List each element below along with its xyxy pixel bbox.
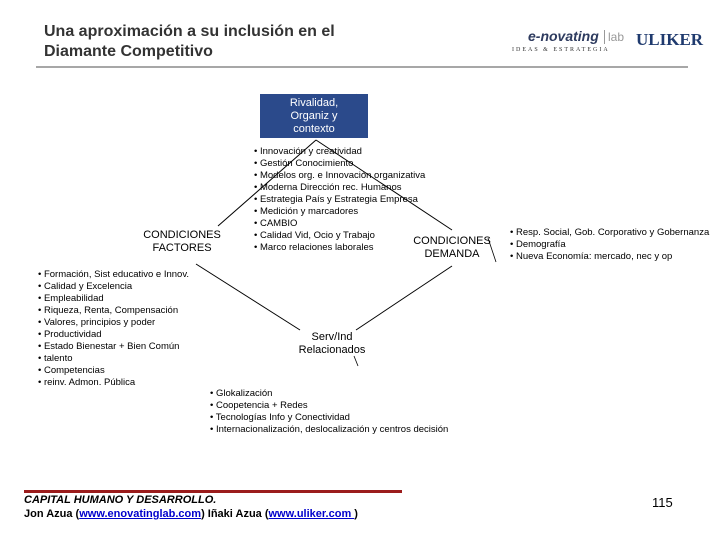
list-item: • Formación, Sist educativo e Innov. xyxy=(38,269,238,281)
title-line-1: Una aproximación a su inclusión en el xyxy=(44,23,335,40)
list-item: • Resp. Social, Gob. Corporativo y Gobernanza xyxy=(510,227,710,239)
node-rivalidad xyxy=(260,94,368,138)
list-factores xyxy=(38,269,238,389)
list-item: • Empleabilidad xyxy=(38,293,238,305)
list-item: • Medición y marcadores xyxy=(254,206,432,218)
list-item: • Calidad y Excelencia xyxy=(38,281,238,293)
node-rivalidad-line2: Organiz y xyxy=(290,110,338,122)
footer-credit-part: Jon Azua ( xyxy=(24,508,80,520)
list-item: • Internacionalización, deslocalización y centros decisión xyxy=(210,424,490,436)
footer-title: CAPITAL HUMANO Y DESARROLLO. xyxy=(24,494,217,506)
enovating-logo-subtitle: IDEAS & ESTRATEGIA xyxy=(512,47,610,53)
footer-credit-part: ) Iñaki Azua ( xyxy=(201,508,269,520)
list-demanda xyxy=(510,227,710,263)
list-item: • Innovación y creatividad xyxy=(254,146,432,158)
list-rivalidad xyxy=(254,146,432,254)
list-item: • Glokalización xyxy=(210,388,490,400)
enovating-logo-text: e-novating xyxy=(528,28,599,44)
list-serv xyxy=(210,388,490,436)
footer-divider xyxy=(24,490,402,493)
title-line-2: Diamante Competitivo xyxy=(44,43,213,60)
list-item: • Estrategia País y Estrategia Empresa xyxy=(254,194,432,206)
node-condiciones-factores xyxy=(134,226,230,262)
list-item: • Coopetencia + Redes xyxy=(210,400,490,412)
list-item: • Productividad xyxy=(38,329,238,341)
footer-credits xyxy=(24,508,358,520)
list-item: • Competencias xyxy=(38,365,238,377)
node-serv-line1: Serv/Ind xyxy=(311,331,353,343)
uliker-logo-text: ULIKER xyxy=(636,30,704,49)
list-item: • Valores, principios y poder xyxy=(38,317,238,329)
node-serv-ind xyxy=(282,328,382,364)
list-item: • reinv. Admon. Pública xyxy=(38,377,238,389)
node-factores-line1: CONDICIONES xyxy=(143,229,221,241)
list-item: • Riqueza, Renta, Compensación xyxy=(38,305,238,317)
list-item: • Estado Bienestar + Bien Común xyxy=(38,341,238,353)
list-item: • Modelos org. e Innovación organizativa xyxy=(254,170,432,182)
list-item: • talento xyxy=(38,353,238,365)
node-serv-line2: Relacionados xyxy=(298,344,366,356)
list-item: • Nueva Economía: mercado, nec y op xyxy=(510,251,710,263)
node-rivalidad-line1: Rivalidad, xyxy=(289,97,339,109)
enovatinglab-link[interactable]: www.enovatinglab.com xyxy=(79,508,202,520)
node-demanda-line2: DEMANDA xyxy=(424,248,480,260)
list-item: • Gestión Conocimiento xyxy=(254,158,432,170)
footer-credit-part: ) xyxy=(354,508,358,520)
list-item: • Moderna Dirección rec. Humanos xyxy=(254,182,432,194)
list-item: • CAMBIO xyxy=(254,218,432,230)
list-item: • Demografía xyxy=(510,239,710,251)
node-demanda-line1: CONDICIONES xyxy=(413,235,491,247)
list-item: • Marco relaciones laborales xyxy=(254,242,432,254)
list-item: • Tecnologías Info y Conectividad xyxy=(210,412,490,424)
list-item: • Calidad Vid, Ocio y Trabajo xyxy=(254,230,432,242)
uliker-link[interactable]: www.uliker.com xyxy=(268,508,355,520)
page-number: 115 xyxy=(652,495,673,510)
node-rivalidad-line3: contexto xyxy=(293,123,335,135)
enovating-logo-lab: lab xyxy=(604,30,624,44)
node-factores-line2: FACTORES xyxy=(152,242,212,254)
